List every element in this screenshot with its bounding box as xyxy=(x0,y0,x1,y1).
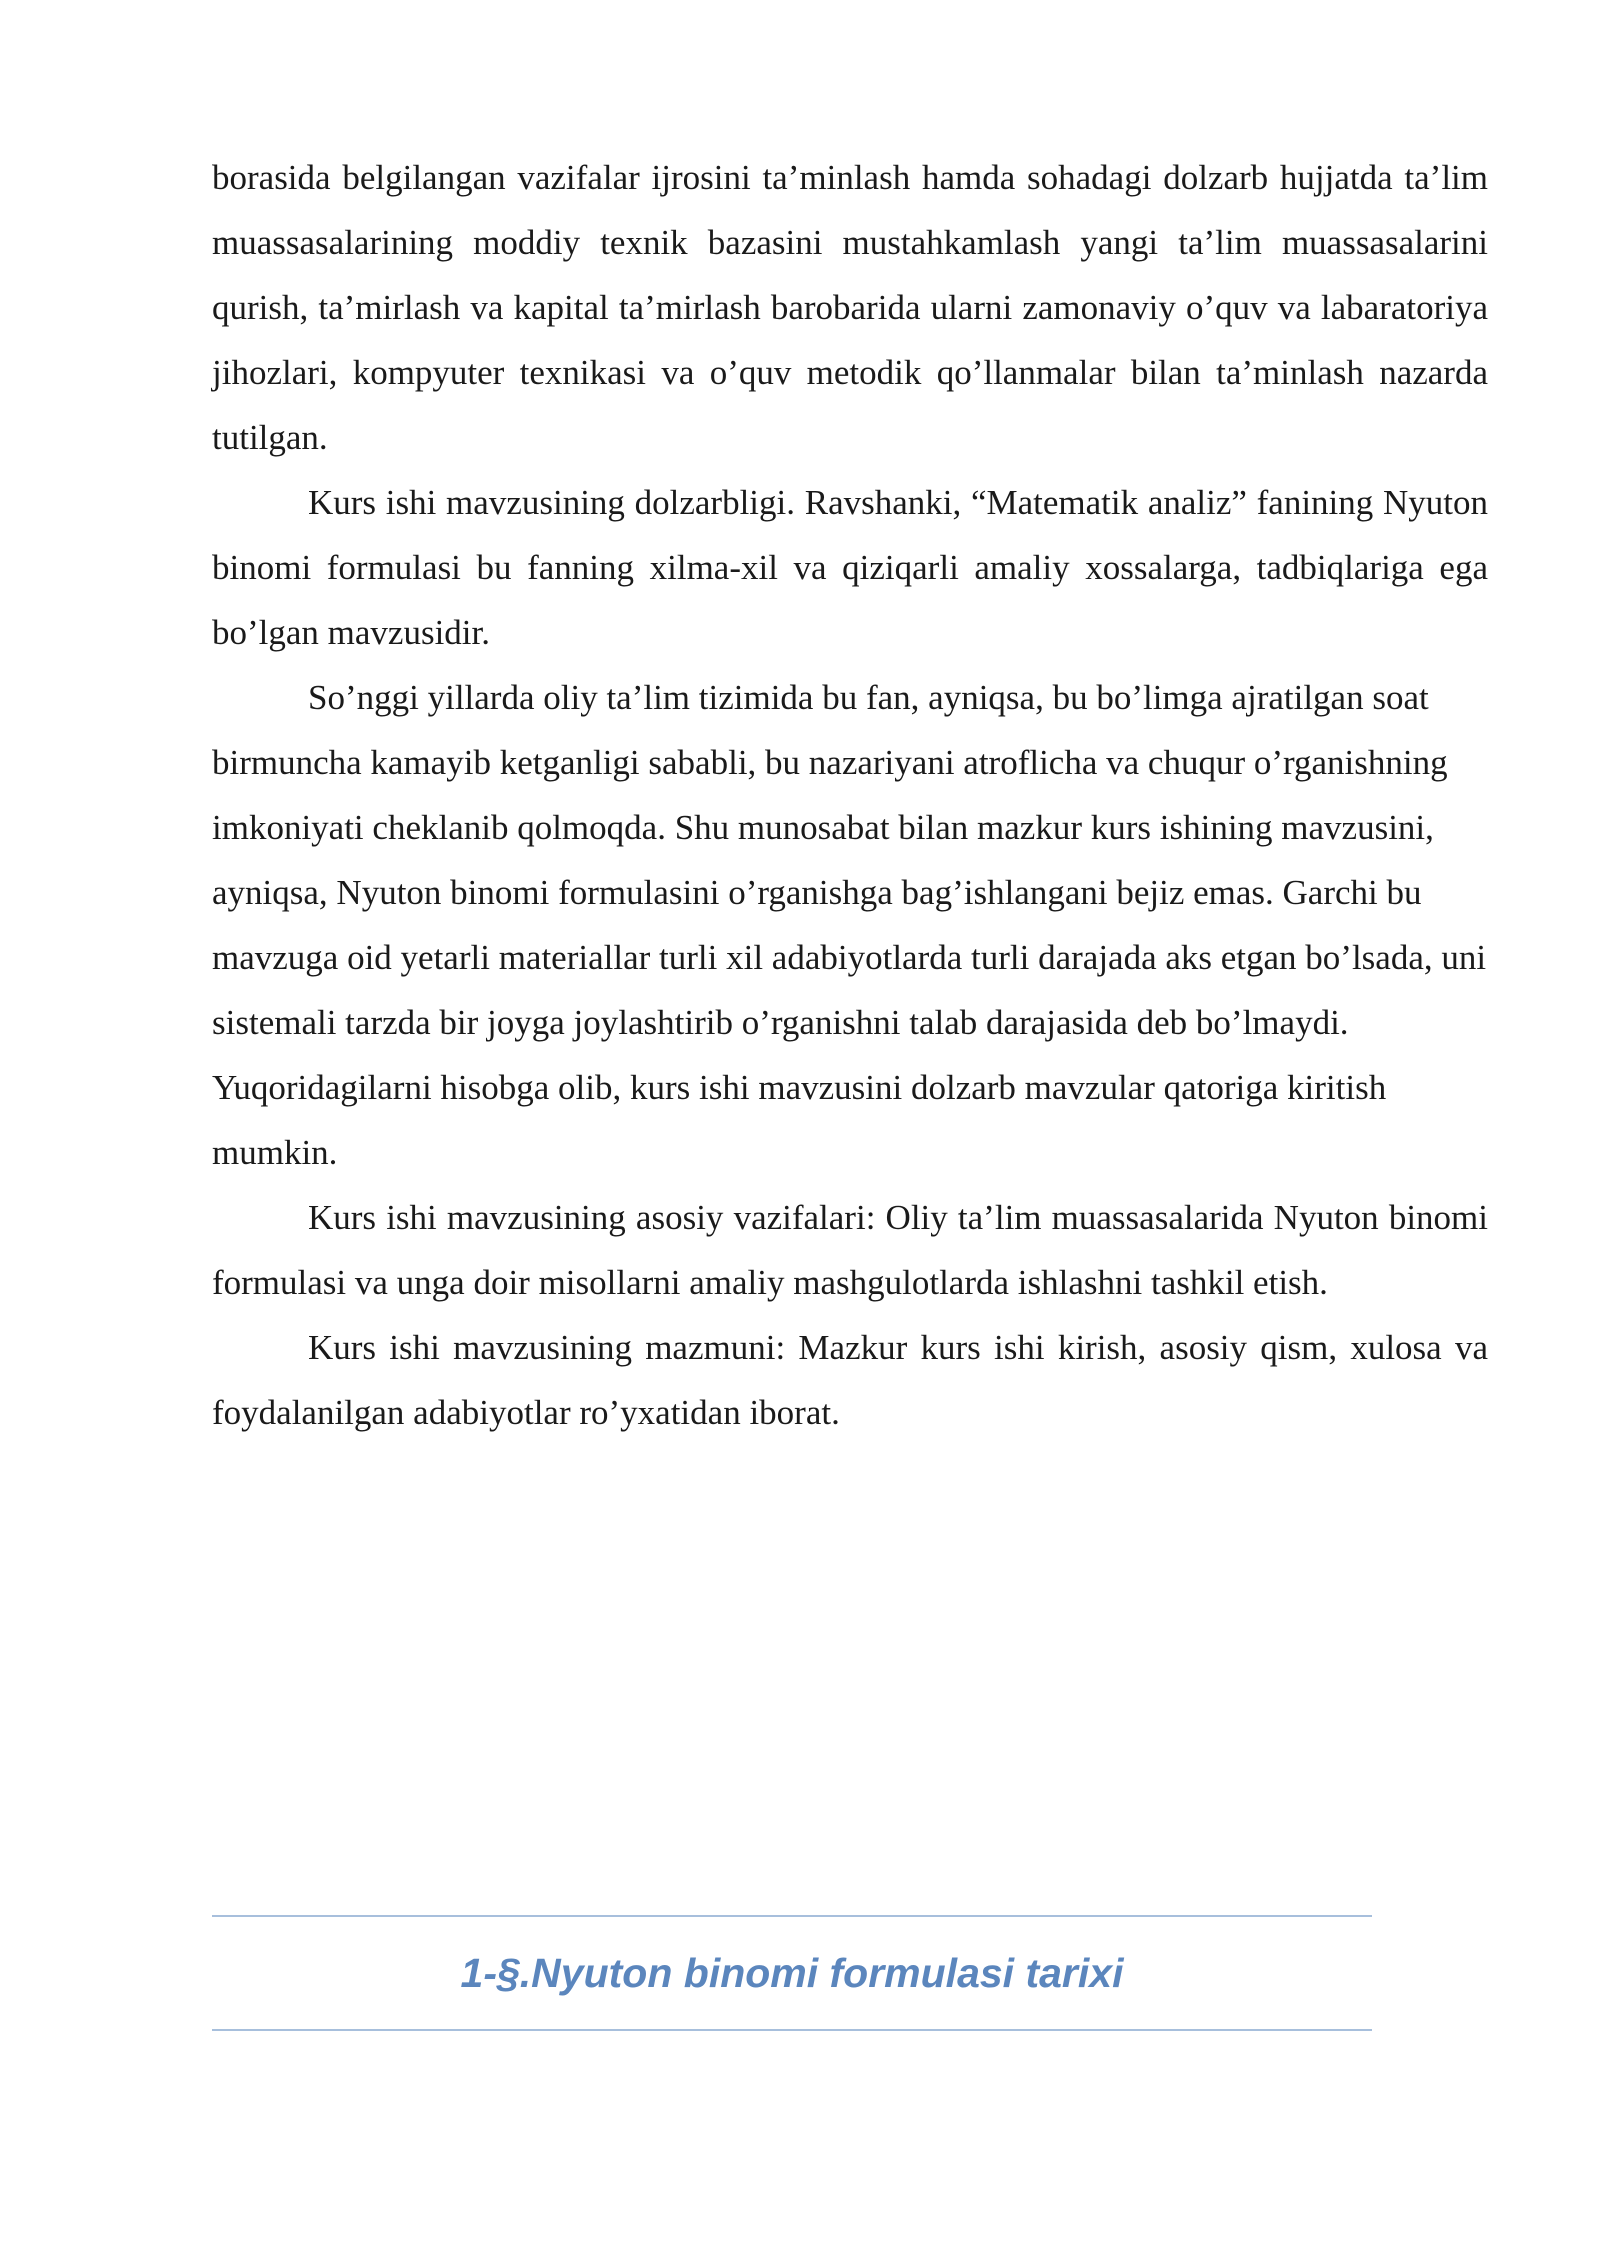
heading-bottom-rule xyxy=(212,2029,1372,2031)
section-heading: 1-§.Nyuton binomi formulasi tarixi xyxy=(460,1950,1124,1996)
paragraph-recent-years: So’nggi yillarda oliy ta’lim tizimida bu fan, ayniqsa, bu bo’limga ajratilgan soat birmuncha kamayib ketganligi sababli, bu nazariyani atroflicha va chuqur o’rganishning imkoniyati cheklanib qolmoqda. Shu munosabat bilan mazkur kurs ishining mavzusini, ayniqsa, Nyuton binomi formulasini o’rganishga bag’ishlangani bejiz emas. Garchi bu mavzuga oid yetarli materiallar turli xil adabiyotlarda turli darajada aks etgan bo’lsada, uni sistemali tarzda bir joyga joylashtirib o’rganishni talab darajasida deb bo’lmaydi. Yuqoridagilarni hisobga olib, kurs ishi mavzusini dolzarb mavzular qatoriga kiritish mumkin. xyxy=(212,678,1487,1172)
paragraph-relevance: Kurs ishi mavzusining dolzarbligi. Ravshanki, “Matematik analiz” fanining Nyuton binomi formulasi bu fanning xilma-xil va qiziqarli amaliy xossalarga, tadbiqlariga ega bo’lgan mavzusidir. xyxy=(212,483,1488,652)
paragraph-content: Kurs ishi mavzusining mazmuni: Mazkur kurs ishi kirish, asosiy qism, xulosa va foydalanilgan adabiyotlar ro’yxatidan iborat. xyxy=(212,1328,1488,1432)
paragraph-main-tasks: Kurs ishi mavzusining asosiy vazifalari: Oliy ta’lim muassasalarida Nyuton binomi formulasi va unga doir misollarni amaliy mashgulotlarda ishlashni tashkil etish. xyxy=(212,1198,1488,1302)
section-heading-block xyxy=(212,1915,1372,2031)
paragraph-continuation: borasida belgilangan vazifalar ijrosini ta’minlash hamda sohadagi dolzarb hujjatda ta’lim muassasalarining moddiy texnik bazasini mustahkamlash yangi ta’lim muassasalarini qurish, ta’mirlash va kapital ta’mirlash barobarida ularni zamonaviy o’quv va labaratoriya jihozlari, kompyuter texnikasi va o’quv metodik qo’llanmalar bilan ta’minlash nazarda tutilgan. xyxy=(212,158,1488,457)
body-text xyxy=(212,145,1488,1445)
